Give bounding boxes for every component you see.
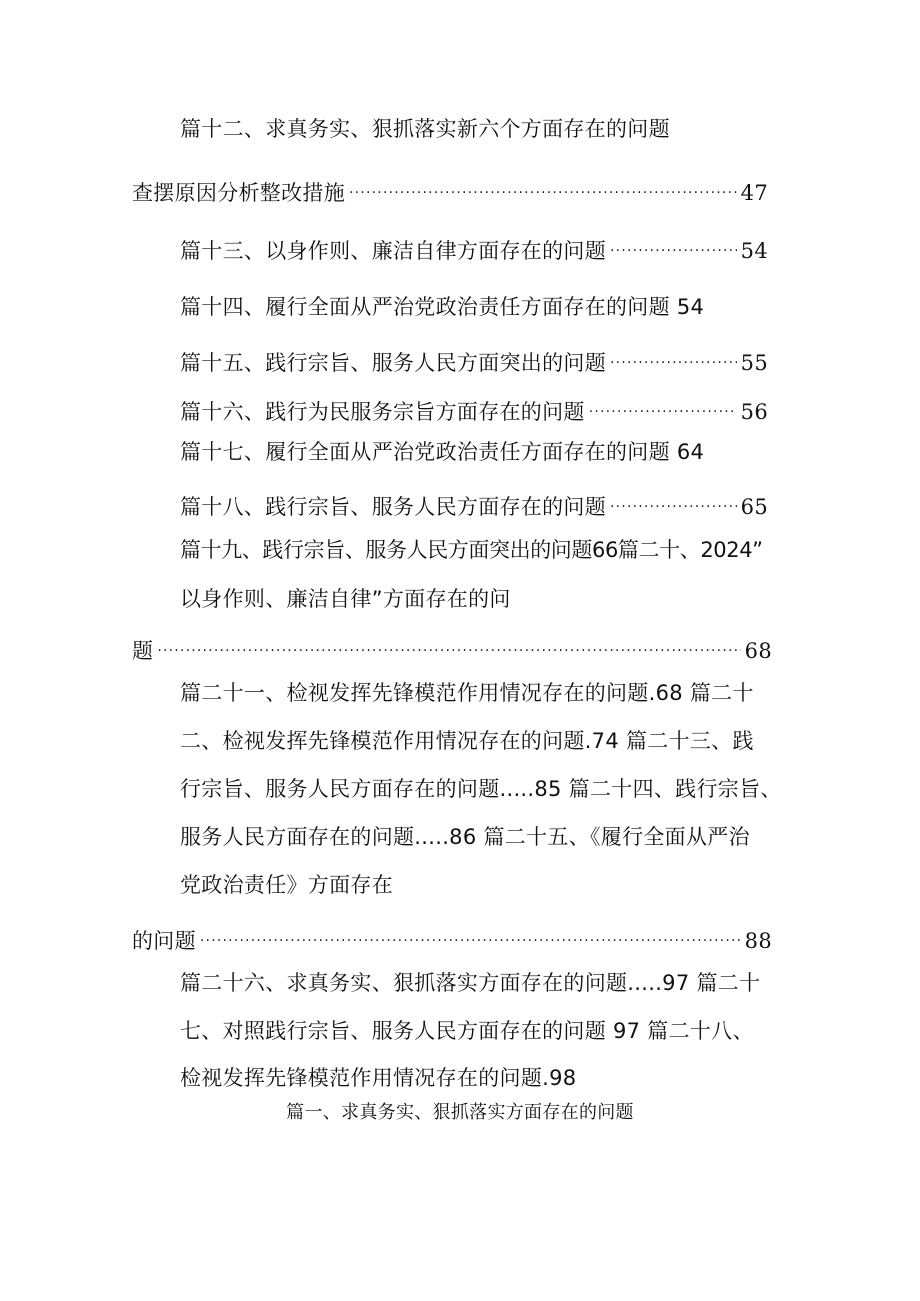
toc-paragraph-21-line-5: 党政治责任》方面存在 bbox=[180, 873, 393, 897]
dot-leader bbox=[610, 228, 737, 258]
toc-entry-12-title-cont: 查摆原因分析整改措施 bbox=[132, 181, 345, 205]
toc-paragraph-26-line-1: 篇二十六、求真务实、狠抓落实方面存在的问题.....97 篇二十 bbox=[180, 971, 761, 995]
dot-leader bbox=[349, 170, 737, 200]
toc-entry-16-page: 56 bbox=[740, 400, 768, 424]
toc-paragraph-21-title-cont: 的问题 bbox=[132, 929, 196, 953]
toc-entry-12-line-1: 篇十二、求真务实、狠抓落实新六个方面存在的问题 bbox=[180, 117, 670, 141]
toc-entry-19-20-line-1: 篇十九、践行宗旨、服务人民方面突出的问题66篇二十、2024” bbox=[180, 538, 763, 562]
toc-entry-13-page: 54 bbox=[740, 239, 768, 263]
toc-entry-15 bbox=[180, 340, 768, 378]
toc-entry-12-line-2 bbox=[132, 170, 768, 208]
toc-entry-18 bbox=[180, 484, 768, 522]
toc-paragraph-26-line-3: 检视发挥先锋模范作用情况存在的问题.98 bbox=[180, 1066, 577, 1090]
toc-entry-18-title: 篇十八、践行宗旨、服务人民方面存在的问题 bbox=[180, 495, 606, 519]
toc-paragraph-21-line-1: 篇二十一、检视发挥先锋模范作用情况存在的问题.68 篇二十 bbox=[180, 681, 754, 705]
toc-paragraph-21-line-4: 服务人民方面存在的问题.....86 篇二十五、《履行全面从严治 bbox=[180, 825, 750, 849]
toc-entry-13 bbox=[180, 228, 768, 266]
section-heading: 篇一、求真务实、狠抓落实方面存在的问题 bbox=[286, 1102, 634, 1123]
toc-entry-16 bbox=[180, 389, 768, 427]
toc-entry-15-page: 55 bbox=[740, 351, 768, 375]
dot-leader bbox=[610, 340, 737, 370]
dot-leader bbox=[610, 484, 737, 514]
toc-entry-19-20-title-cont: 题 bbox=[132, 639, 154, 663]
dot-leader bbox=[200, 918, 741, 948]
toc-entry-18-page: 65 bbox=[740, 495, 768, 519]
toc-paragraph-21-line-2: 二、检视发挥先锋模范作用情况存在的问题.74 篇二十三、践 bbox=[180, 729, 754, 753]
toc-entry-19-20-line-2: 以身作则、廉洁自律”方面存在的问 bbox=[180, 587, 511, 611]
toc-entry-19-20-line-3 bbox=[132, 628, 772, 666]
dot-leader bbox=[157, 628, 740, 658]
toc-paragraph-21-line-3: 行宗旨、服务人民方面存在的问题.....85 篇二十四、践行宗旨、 bbox=[180, 777, 782, 801]
toc-entry-17: 篇十七、履行全面从严治党政治责任方面存在的问题 64 bbox=[180, 440, 705, 464]
toc-entry-13-title: 篇十三、以身作则、廉洁自律方面存在的问题 bbox=[180, 239, 606, 263]
toc-entry-14: 篇十四、履行全面从严治党政治责任方面存在的问题 54 bbox=[180, 295, 705, 319]
toc-entry-16-title: 篇十六、践行为民服务宗旨方面存在的问题 bbox=[180, 400, 585, 424]
toc-paragraph-21-line-6 bbox=[132, 918, 772, 956]
toc-paragraph-21-page: 88 bbox=[744, 929, 772, 953]
toc-entry-12-page: 47 bbox=[740, 181, 768, 205]
toc-entry-19-20-page: 68 bbox=[744, 639, 772, 663]
toc-entry-15-title: 篇十五、践行宗旨、服务人民方面突出的问题 bbox=[180, 351, 606, 375]
dot-leader bbox=[589, 389, 737, 419]
toc-paragraph-26-line-2: 七、对照践行宗旨、服务人民方面存在的问题 97 篇二十八、 bbox=[180, 1019, 754, 1043]
